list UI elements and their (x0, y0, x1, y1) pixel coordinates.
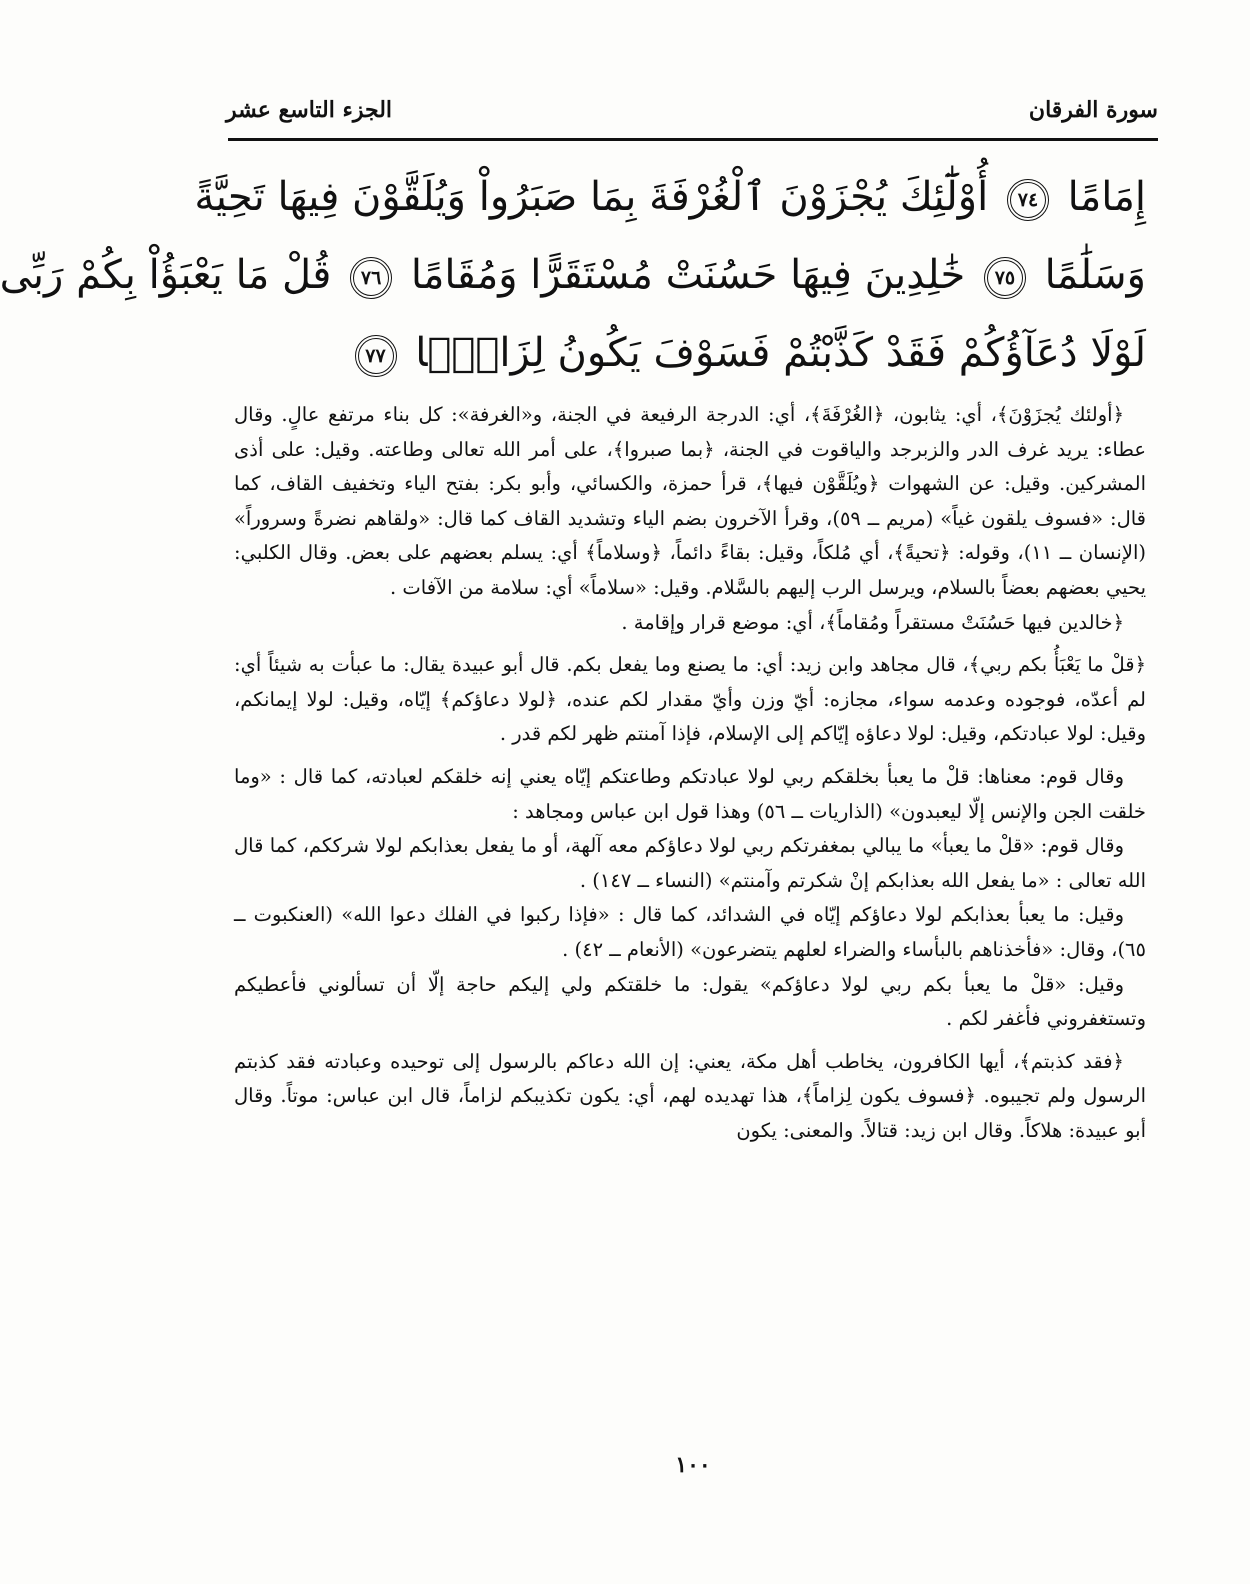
surah-title: سورة الفرقان (1028, 97, 1158, 123)
verse-line-3 (234, 314, 1146, 392)
tafsir-body (234, 398, 1146, 1148)
tafsir-paragraph: ﴿فقد كذبتم﴾، أيها الكافرون، يخاطب أهل مكة، يعني: إن الله دعاكم بالرسول إلى توحيده وعبادته فقد كذبتم الرسول ولم تجيبوه. ﴿فسوف يكون لِزاماً﴾، هذا تهديده لهم، أي: يكون تكذيبكم لزاماً، قال ابن عباس: موتاً. وقال أبو عبيدة: هلاكاً. وقال ابن زيد: قتالاً. والمعنى: يكون (234, 1049, 1146, 1142)
tafsir-paragraph: وقيل: ما يعبأ بعذابكم لولا دعاؤكم إيّاه في الشدائد، كما قال : «فإذا ركبوا في الفلك دعوا الله» (العنكبوت ــ ٦٥)، وقال: «فأخذناهم بالبأساء والضراء لعلهم يتضرعون» (الأنعام ــ ٤٢) . (234, 903, 1146, 961)
header-divider (228, 138, 1158, 141)
tafsir-paragraph: ﴿أولئك يُجزَوْنَ﴾، أي: يثابون، ﴿الغُرْفَةَ﴾، أي: الدرجة الرفيعة في الجنة، و«الغرفة»: كل بناء مرتفع عالٍ. وقال عطاء: يريد غرف الدر والزبرجد والياقوت في الجنة، ﴿بما صبروا﴾، على أمر الله تعالى وطاعته. وقيل: على أذى المشركين. وقيل: عن الشهوات ﴿ويُلَقَّوْن فيها﴾، قرأ حمزة، والكسائي، وأبو بكر: بفتح الياء وتخفيف القاف، كما قال: «فسوف يلقون غياً» (مريم ــ ٥٩)، وقرأ الآخرون بضم الياء وتشديد القاف كما قال: «ولقاهم نضرةً وسروراً» (الإنسان ــ ١١)، وقوله: ﴿تحيةً﴾، أي مُلكاً، وقيل: بقاءً دائماً، ﴿وسلاماً﴾ أي: يسلم بعضهم على بعض. وقال الكلبي: يحيي بعضهم بعضاً بالسلام، ويرسل الرب إليهم بالسَّلام. وقيل: «سلاماً» أي: سلامة من الآفات . (234, 403, 1147, 599)
juz-title: الجزء التاسع عشر (226, 97, 393, 123)
verse-line-1 (194, 158, 1146, 236)
verse-text: خَٰلِدِينَ فِيهَا حَسُنَتْ مُسْتَقَرًّا وَمُقَامًا (410, 252, 966, 298)
page-number: ١٠٠ (675, 1452, 711, 1478)
verse-line-2 (0, 236, 1146, 314)
ayah-number-marker: ٧٦ (350, 257, 392, 299)
ayah-number-marker: ٧٧ (355, 335, 397, 377)
verse-text: لَوْلَا دُعَآؤُكُمْ فَقَدْ كَذَّبْتُمْ فَسَوْفَ يَكُونُ لِزَامًۢا (415, 330, 1146, 376)
ayah-number-marker: ٧٤ (1007, 179, 1049, 221)
tafsir-paragraph: ﴿خالدين فيها حَسُنَتْ مستقراً ومُقاماً﴾، أي: موضع قرار وإقامة . (621, 610, 1124, 634)
page-header (226, 88, 1158, 132)
quran-verses (0, 158, 1146, 392)
verse-text: قُلْ مَا يَعْبَؤُاْ بِكُمْ رَبِّى (0, 252, 332, 298)
ayah-number-marker: ٧٥ (984, 257, 1026, 299)
verse-text: إِمَامًا (1067, 174, 1146, 220)
tafsir-paragraph: وقال قوم: معناها: قلْ ما يعبأ بخلقكم ربي لولا عبادتكم وطاعتكم إيّاه يعني إنه خلقكم لعبادته، كما قال : «وما خلقت الجن والإنس إلّا ليعبدون» (الذاريات ــ ٥٦) وهذا قول ابن عباس ومجاهد : (234, 764, 1146, 823)
verse-text: وَسَلَٰمًا (1044, 252, 1146, 298)
tafsir-paragraph: وقال قوم: «قلْ ما يعبأ» ما يبالي بمغفرتكم ربي لولا دعاؤكم معه آلهة، أو ما يفعل بعذابكم لولا شرككم، كما قال الله تعالى : «ما يفعل الله بعذابكم إنْ شكرتم وآمنتم» (النساء ــ ١٤٧) . (234, 834, 1146, 892)
verse-text: أُوْلَٰٓئِكَ يُجْزَوْنَ ٱلْغُرْفَةَ بِمَا صَبَرُواْ وَيُلَقَّوْنَ فِيهَا تَحِيَّةً (194, 174, 989, 220)
tafsir-paragraph: وقيل: «قلْ ما يعبأ بكم ربي لولا دعاؤكم» يقول: ما خلقتكم ولي إليكم حاجة إلّا أن تسألوني فأعطيكم وتستغفروني فأغفر لكم . (234, 972, 1146, 1031)
tafsir-paragraph: ﴿قلْ ما يَعْبَأُ بكم ربي﴾، قال مجاهد وابن زيد: أي: ما يصنع وما يفعل بكم. قال أبو عبيدة يقال: ما عبأت به شيئاً أي: لم أعدّه، فوجوده وعدمه سواء، مجازه: أيّ وزن وأيّ مقدار لكم عنده، ﴿لولا دعاؤكم﴾ إيّاه، وقيل: لولا إيمانكم، وقيل: لولا عبادتكم، وقيل: لولا دعاؤه إيّاكم إلى الإسلام، فإذا آمنتم ظهر لكم قدر . (234, 653, 1146, 746)
